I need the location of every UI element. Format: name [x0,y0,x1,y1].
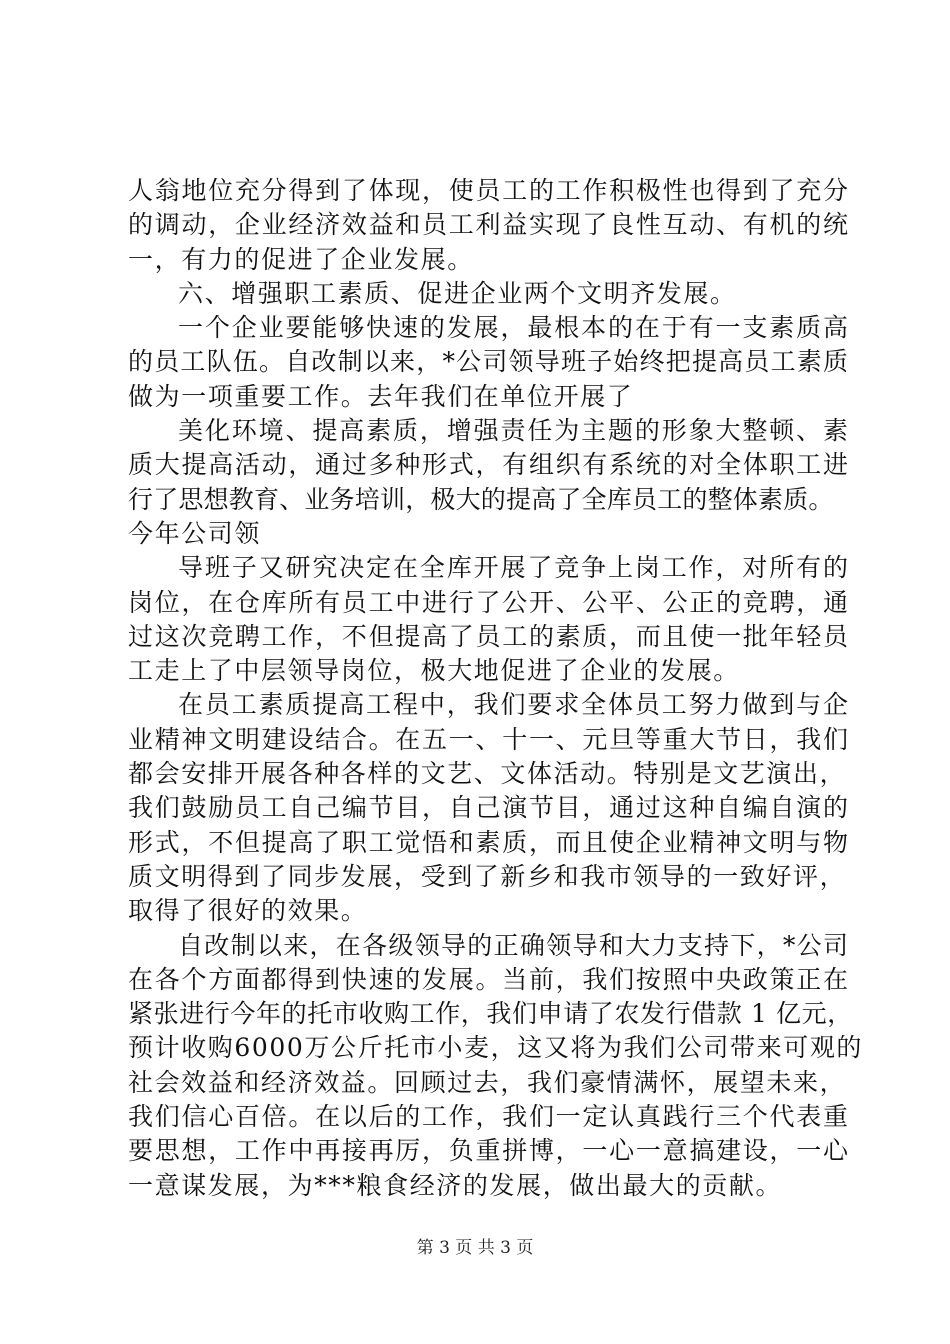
page-footer [0,1237,950,1259]
text-line: 社会效益和经济效益。回顾过去，我们豪情满怀，展望未来， [128,1067,847,1097]
text-line: 人翁地位充分得到了体现，使员工的工作积极性也得到了充分 [128,176,848,205]
text-line: 美化环境、提高素质，增强责任为主题的形象大整顿、素 [178,416,848,446]
text-line: 都会安排开展各种各样的文艺、文体活动。特别是文艺演出， [128,759,847,789]
text-line: 一，有力的促进了企业发展。 [128,244,474,274]
text-line: 一意谋发展，为***粮食经济的发展，做出最大的贡献。 [128,1170,783,1200]
text-line: 我们鼓励员工自己编节目，自己演节目，通过这种自编自演的 [128,793,848,823]
text-line: 形式，不但提高了职工觉悟和素质，而且使企业精神文明与物 [128,827,848,857]
text-line: 预计收购6000万公斤托市小麦，这又将为我们公司带来可观的 [128,1033,864,1063]
text-line: 在各个方面都得到快速的发展。当前，我们按照中央政策正在 [128,964,848,994]
text-line: 的员工队伍。自改制以来，*公司领导班子始终把提高员工素质 [128,347,848,377]
text-line: 取得了很好的效果。 [128,896,368,926]
section-heading: 六、增强职工素质、促进企业两个文明齐发展。 [178,278,737,308]
text-line: 行了思想教育、业务培训，极大的提高了全库员工的整体素质。 [128,484,834,514]
text-line: 在员工素质提高工程中，我们要求全体员工努力做到与企 [178,690,848,720]
text-line: 今年公司领 [128,518,262,548]
text-line: 质大提高活动，通过多种形式，有组织有系统的对全体职工进 [128,450,848,480]
text-line: 岗位，在仓库所有员工中进行了公开、公平、公正的竞聘，通 [128,587,848,617]
text-line: 紧张进行今年的托市收购工作，我们申请了农发行借款 1 亿元， [128,999,853,1029]
text-line: 我们信心百倍。在以后的工作，我们一定认真践行三个代表重 [128,1102,848,1132]
text-line: 导班子又研究决定在全库开展了竞争上岗工作，对所有的 [178,553,848,583]
text-line: 业精神文明建设结合。在五一、十一、元旦等重大节日，我们 [128,724,848,754]
text-line: 要思想，工作中再接再厉，负重拼博，一心一意搞建设，一心 [128,1136,848,1166]
text-line: 做为一项重要工作。去年我们在单位开展了 [128,381,634,411]
text-line: 的调动，企业经济效益和员工利益实现了良性互动、有机的统 [128,210,848,240]
page-number-label: 第 3 页 共 3 页 [416,1238,534,1258]
document-body [128,174,864,1203]
text-line: 工走上了中层领导岗位，极大地促进了企业的发展。 [128,656,740,686]
text-line: 自改制以来，在各级领导的正确领导和大力支持下，*公司 [178,930,848,960]
text-line: 质文明得到了同步发展，受到了新乡和我市领导的一致好评， [128,861,847,891]
text-line: 过这次竞聘工作，不但提高了员工的素质，而且使一批年轻员 [128,621,848,651]
text-line: 一个企业要能够快速的发展，最根本的在于有一支素质高 [178,313,848,343]
